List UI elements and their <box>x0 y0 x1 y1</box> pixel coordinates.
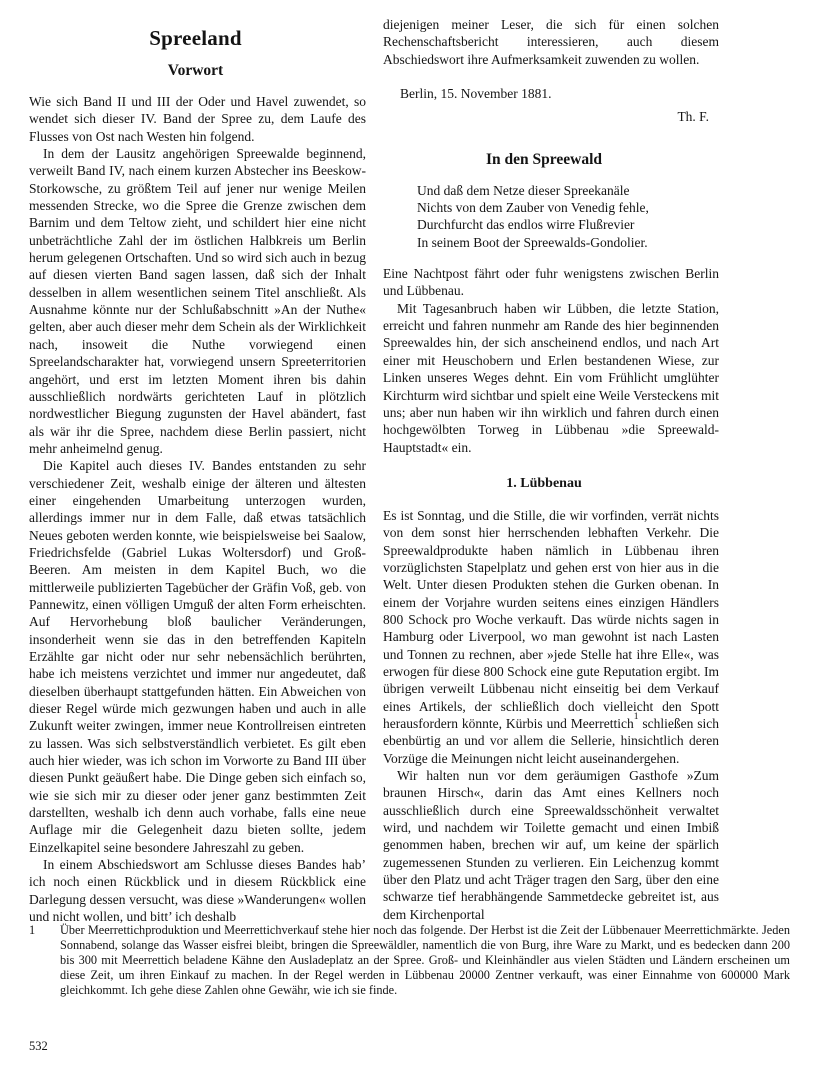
right-column <box>383 13 719 923</box>
luebbenau-paragraph <box>383 507 719 767</box>
vorwort-paragraph-4: In einem Abschiedswort am Schlusse dieses Bandes hab’ ich noch einen Rückblick und in diesem Rückblick eine Darlegung dessen versucht, was diese »Wanderungen« wollen und nicht wollen, und bitt’ ich deshalb <box>29 857 366 925</box>
poem-line: Durchfurcht das endlos wirre Flußrevier <box>417 217 635 233</box>
tagesanbruch-paragraph: Mit Tagesanbruch haben wir Lübben, die letzte Station, erreicht und fahren nunmehr am Rande des hier beginnenden Spreewaldes hin, der sich anscheinend endlos, und nach Art einer mit Heuschobern und Erlen bestandenen Wiese, zur Linken unseres Weges dehnt. Ein vom Frühlicht umglühter Kirchturm wird sichtbar und spielt eine Weile Versteckens mit uns; aber nun haben wir ihn wirklich und fahren durch einen hochgewölbten Torweg in Lübbenau »die Spreewald-Hauptstadt« ein. <box>383 300 719 455</box>
left-column <box>29 13 366 926</box>
footnote <box>29 923 790 998</box>
vorwort-continuation-paragraph: diejenigen meiner Leser, die sich für einen solchen Rechenschaftsbericht interessieren, auch diesem Abschiedswort ihre Aufmerksamkeit zuwenden zu wollen. <box>383 17 719 67</box>
vorwort-paragraph-1: Wie sich Band II und III der Oder und Havel zuwendet, so wendet sich dieser IV. Band der Spree zu, dem Laufe des Flusses von Ost nach Westen hin folgend. <box>29 94 366 144</box>
footnote-text: Über Meerrettichproduktion und Meerrettichverkauf stehe hier noch das folgende. Der Herbst ist die Zeit der Lübbenauer Meerrettichmärkte. Jeden Sonnabend, solange das Wasser eisfrei bleibt, bringen die Spreewäldler, namentlich die von Burg, ihre Ware zu Markt, und es bedecken dann 200 bis 300 mit Meerrettich beladene Kähne den Ausladeplatz an der Spree. Groß- und Kleinhändler aus vielen Städten und Ländern erscheinen um diese Zeit, um ihren Einkauf zu machen. In der Regel werden in Lübbenau 20000 Zentner verkauft, was einer Einnahme von 600000 Mark gleichkommt. Ich gehe diese Zahlen ohne Gewähr, wie ich sie finde. <box>60 923 790 997</box>
footnote-reference-marker: 1 <box>633 711 639 722</box>
text-columns <box>29 13 790 925</box>
author-signature: Th. F. <box>677 109 709 125</box>
luebbenau-paragraph-text: Es ist Sonntag, und die Stille, die wir vorfinden, verrät nichts von dem sonst hier herrschenden lebhaften Verkehr. Die Spreewaldprodukte haben nämlich in Lübbenau ihren vorzüglichsten Stapelplatz und gehen erst von hier aus in die Welt. Unter diesen Produkten stehen die Gurken obenan. In einem der Vorjahre wurden seitens eines einzigen Händlers 800 Schock pro Woche verkauft. Das würde nichts sagen in Hamburg oder Liverpool, wo man gewohnt ist nach Lasten und Tonnen zu rechnen, aber »jede Stelle hat ihre Elle«, was erwogen für diese 800 Schock eine gute Reputation ergibt. Im übrigen verweilt Lübbenau nicht einseitig bei dem Verkauf eines Artikels, der schließlich doch vielleicht den Spott herausfordern könnte, Kürbis und Meerrettich <box>383 507 719 731</box>
dateline: Berlin, 15. November 1881. <box>400 86 552 102</box>
luebbenau-paragraph-text-after: schließen sich ebenbürtig an und vor allem die Sellerie, hinsichtlich deren Vorzüge die Meinungen nicht leicht auseinandergehen. <box>383 716 720 766</box>
book-title: Spreeland <box>149 26 242 50</box>
nachtpost-paragraph: Eine Nachtpost fährt oder fuhr wenigstens zwischen Berlin und Lübbenau. <box>383 266 719 299</box>
footnote-number: 1 <box>29 923 36 937</box>
page-number: 532 <box>29 1039 48 1053</box>
poem-line: In seinem Boot der Spreewalds-Gondolier. <box>417 234 648 250</box>
vorwort-paragraph-3: Die Kapitel auch dieses IV. Bandes entstanden zu sehr verschiedener Zeit, weshalb einige der älteren und ältesten einer eingehenden Umarbeitung unterzogen wurden, allerdings immer nur in dem Falle, daß etwas tatsächlich Neues geboten werden konnte, wie beispielsweise bei Saalow, Friedrichsfelde (Gabriel Lukas Woltersdorf) und Groß-Beeren. Am meisten in dem Kapitel Buch, wo die mittlerweile publizierten Tagebücher der Gräfin Voß, geb. von Pannewitz, einen völligen Umguß der alten Form erheischten. Auf Hervorhebung bloß baulicher Veränderungen, insonderheit wenn sie das in den betreffenden Kapiteln Erzählte gar nicht oder nur sehr nebensächlich berührten, habe ich meistens verzichtet und immer nur angedeutet, daß dieselben überhaupt stattgefunden hätten. Ein Abweichen von dieser Regel würde mich gezwungen haben und auch in alle Zukunft weiter zwingen, immer neue Kontrollreisen eintreten zu lassen. Was sich selbstverständlich verbietet. Es gilt eben auch hier wieder, was ich schon im Vorworte zu Band III über diesen Punkt geäußert habe. Die Dinge geben sich einfach so, wie sie sich mir zu dieser oder jener ganz bestimmten Zeit darstellten, weshalb ich denn auch vorhabe, falls eine neue Auflage mir die Gelegenheit dazu bieten sollte, jedem Einzelkapitel seine besondere Jahreszahl zu geben. <box>29 458 366 855</box>
vorwort-paragraph-2: In dem der Lausitz angehörigen Spreewalde beginnend, verweilt Band IV, nach einem kurzen Abstecher ins Beeskow-Storkowsche, zu größtem Teil auf jener nur wenige Meilen messenden Strecke, wo die Spree die Grenze zwischen dem Barnim und dem Teltow zieht, und schildert hier eine nicht unbeträchtliche Zahl der im östlichen Halbkreis um Berlin herum gelegenen Ortschaften. Und so wird sich auch in bezug auf diesen vierten Band sagen lassen, daß sich der Inhalt desselben in allem wesentlichen seinem Titel anschließt. Als Ausnahme könnte nur der Schlußabschnitt »An der Nuthe« gelten, aber auch dieser mehr dem Schein als der Wirklichkeit nach, insoweit die Nuthe vorwiegend einen Spreelandscharakter hat, vorwiegend unsern Spreeterritorien angehört, und erst im letzten Moment ihren bis dahin ausschließlich nordwärts gerichteten Lauf in plötzlich nordwestlicher Biegung zugunsten der Havel abändert, fast als wär ihr die Spree, nachdem diese Berlin passiert, nicht mehr anheimelnd genug. <box>29 146 366 456</box>
chapter-heading: In den Spreewald <box>486 150 602 168</box>
section-heading-luebbenau: 1. Lübbenau <box>506 475 582 491</box>
epigraph-poem <box>383 182 719 251</box>
poem-line: Und daß dem Netze dieser Spreekanäle <box>417 182 630 198</box>
poem-line: Nichts von dem Zauber von Venedig fehle, <box>417 200 649 216</box>
vorwort-heading: Vorwort <box>167 62 224 79</box>
gasthof-paragraph: Wir halten nun vor dem geräumigen Gasthofe »Zum braunen Hirsch«, darin das Amt eines Kellners noch ausschließlich durch eine Spreewaldsschönheit verwaltet wird, und nachdem wir Toilette gemacht und einen Imbiß genommen haben, brechen wir auf, um keine der spärlich zugemessenen Stunden zu verlieren. Ein Leichenzug kommt über den Platz und acht Träger tragen den Sarg, über den eine schwarze tief herabhängende Sammetdecke gebreitet ist, aus dem Kirchenportal <box>383 768 719 922</box>
